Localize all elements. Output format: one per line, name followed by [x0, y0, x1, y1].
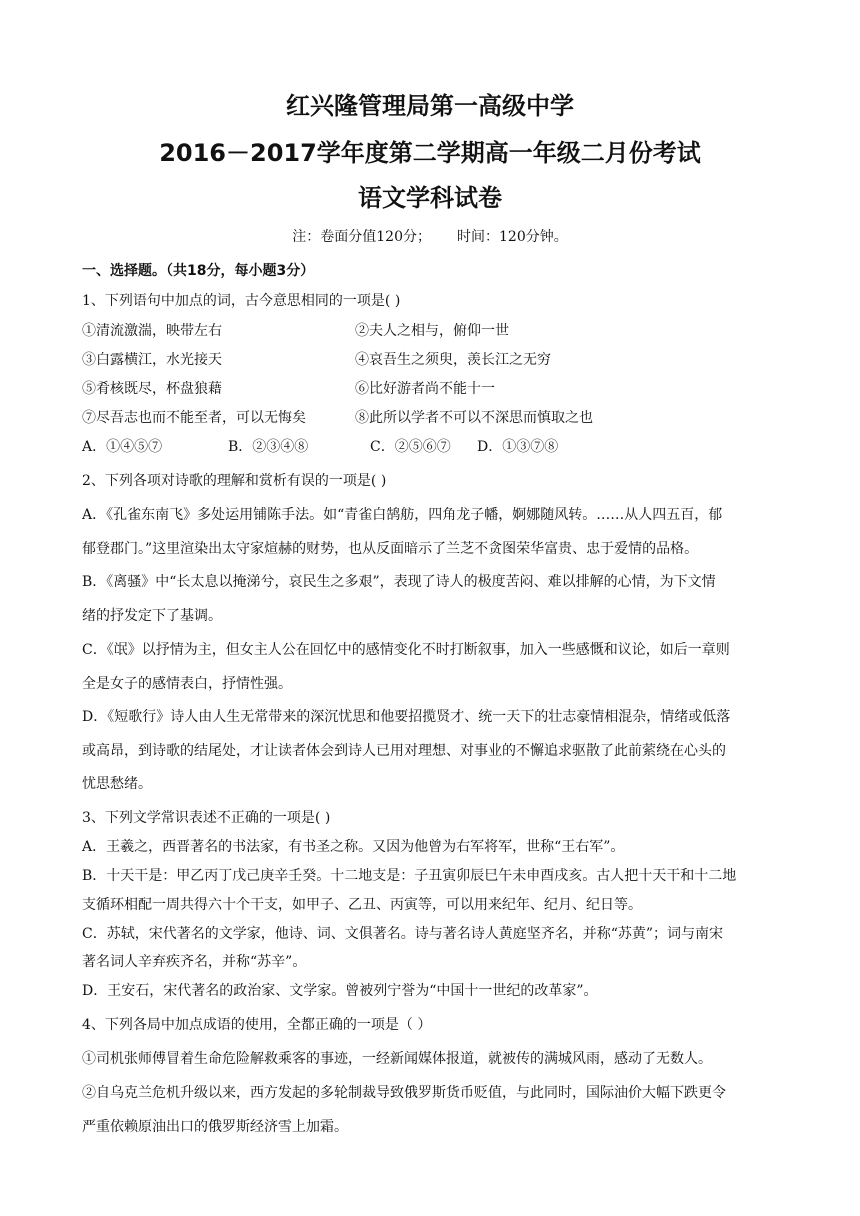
school-name: 红兴隆管理局第一高级中学 — [286, 92, 574, 120]
q2-option-a-line1: A．《孔雀东南飞》多处运用铺陈手法。如“青雀白鹄舫，四角龙子幡，婀娜随风转。……从人四五百，郁 — [82, 507, 723, 523]
q1-item-7: ⑦尽吾志也而不能至者，可以无悔矣 — [82, 410, 306, 426]
q3-option-c-line1: C．苏轼，宋代著名的文学家，他诗、词、文俱著名。诗与著名诗人黄庭坚齐名，并称“苏黄”；词与南宋 — [82, 926, 724, 942]
q3-stem: 3、下列文学常识表述不正确的一项是( ) — [82, 810, 331, 826]
q3-option-b-line2: 支循环相配一周共得六十个干支，如甲子、乙丑、丙寅等，可以用来纪年、纪月、纪日等。 — [82, 897, 642, 913]
exam-title: 2016－2017学年度第二学期高一年级二月份考试 — [159, 139, 701, 167]
score-note: 注：卷面分值120分； — [292, 229, 431, 245]
q4-sentence-1: ①司机张师傅冒着生命危险解救乘客的事迹，一经新闻媒体报道，就被传的满城风雨，感动了无数人。 — [82, 1051, 712, 1067]
q3-option-b-line1: B．十天干是：甲乙丙丁戊己庚辛壬癸。十二地支是：子丑寅卯辰巳午未申酉戌亥。古人把十天干和十二地 — [82, 868, 737, 884]
q1-option-c: C．②⑤⑥⑦ — [370, 439, 451, 455]
q3-option-a: A．王羲之，西晋著名的书法家，有书圣之称。又因为他曾为右军将军，世称“王右军”。 — [82, 839, 625, 855]
time-note: 时间：120分钟。 — [457, 229, 568, 245]
q4-stem: 4、下列各局中加点成语的使用，全都正确的一项是（ ） — [82, 1017, 432, 1033]
q3-option-d: D．王安石，宋代著名的政治家、文学家。曾被列宁誉为“中国十一世纪的改革家”。 — [82, 983, 598, 999]
q1-item-8: ⑧此所以学者不可以不深思而慎取之也 — [355, 410, 593, 426]
q2-option-d-line1: D．《短歌行》诗人由人生无常带来的深沉忧思和他要招揽贤才、统一天下的壮志豪情相混杂，情绪或低落 — [82, 709, 731, 725]
section-title: 一、选择题。（共18分，每小题3分） — [82, 263, 315, 279]
q2-option-b-line1: B．《离骚》中“长太息以掩涕兮，哀民生之多艰”，表现了诗人的极度苦闷、难以排解的心情，为下文情 — [82, 574, 716, 590]
q3-option-c-line2: 著名词人辛弃疾齐名，并称“苏辛”。 — [82, 954, 307, 970]
q2-option-d-line3: 忧思愁绪。 — [82, 776, 152, 792]
q1-stem: 1、下列语句中加点的词，古今意思相同的一项是( ) — [82, 293, 401, 309]
q1-option-d: D．①③⑦⑧ — [477, 439, 559, 455]
q2-option-d-line2: 或高昂，到诗歌的结尾处，才让读者体会到诗人已用对理想、对事业的不懈追求驱散了此前萦绕在心头的 — [82, 743, 726, 759]
subject-title: 语文学科试卷 — [358, 184, 502, 212]
q2-option-c-line2: 全是女子的感情表白，抒情性强。 — [82, 676, 292, 692]
q2-option-c-line1: C．《氓》以抒情为主，但女主人公在回忆中的感情变化不时打断叙事，加入一些感慨和议论，如后一章则 — [82, 642, 730, 658]
q1-item-6: ⑥比好游者尚不能十一 — [355, 381, 495, 397]
q2-stem: 2、下列各项对诗歌的理解和赏析有误的一项是( ) — [82, 473, 387, 489]
q1-item-5: ⑤肴核既尽，杯盘狼藉 — [82, 381, 222, 397]
q1-item-2: ②夫人之相与，俯仰一世 — [355, 323, 509, 339]
q1-item-1: ①清流激湍，映带左右 — [82, 323, 222, 339]
exam-note — [0, 228, 860, 246]
q4-sentence-2-line1: ②自乌克兰危机升级以来，西方发起的多轮制裁导致俄罗斯货币贬值，与此同时，国际油价大幅下跌更令 — [82, 1085, 726, 1101]
q1-option-a: A．①④⑤⑦ — [82, 439, 163, 455]
q1-item-4: ④哀吾生之须臾，羡长江之无穷 — [355, 352, 551, 368]
q1-option-b: B．②③④⑧ — [228, 439, 309, 455]
q2-option-b-line2: 绪的抒发定下了基调。 — [82, 608, 222, 624]
q2-option-a-line2: 郁登郡门。”这里渲染出太守家煊赫的财势，也从反面暗示了兰芝不贪图荣华富贵、忠于爱情的品格。 — [82, 541, 699, 557]
q4-sentence-2-line2: 严重依赖原油出口的俄罗斯经济雪上加霜。 — [82, 1119, 348, 1135]
q1-item-3: ③白露横江，水光接天 — [82, 352, 222, 368]
